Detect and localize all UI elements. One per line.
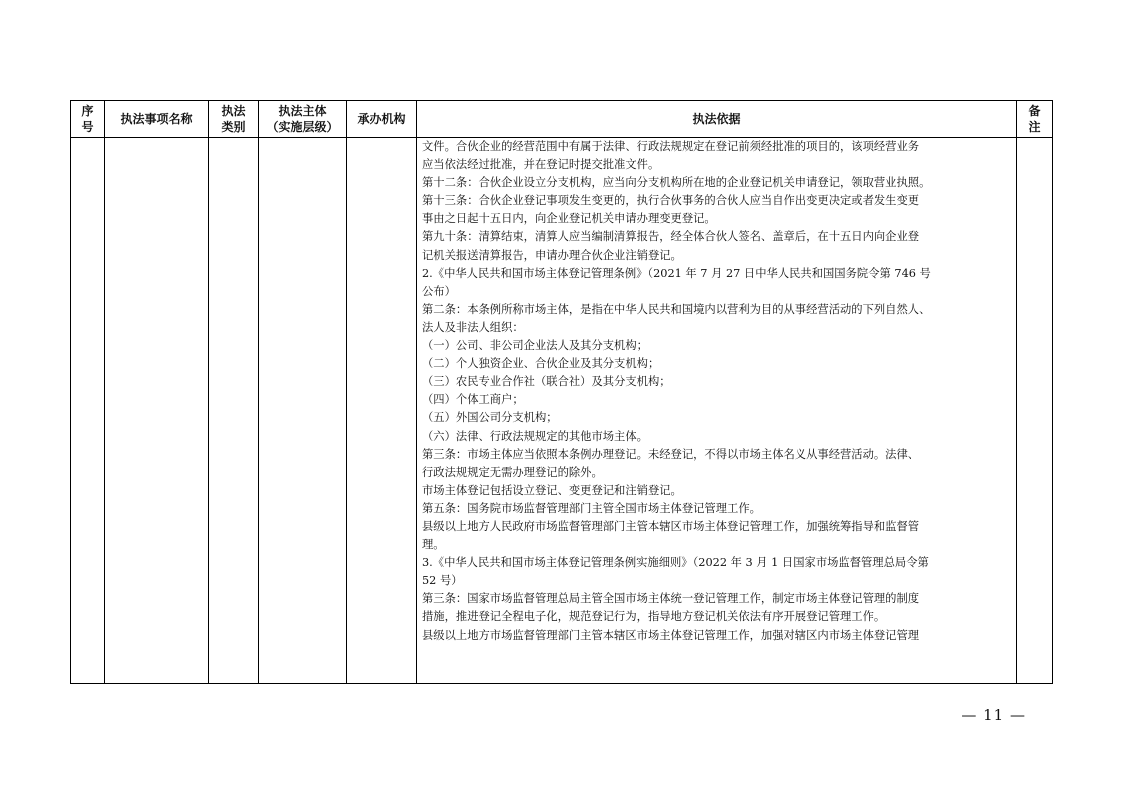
basis-line: 记机关报送清算报告，申请办理合伙企业注销登记。 bbox=[422, 248, 682, 262]
basis-line: 第十二条：合伙企业设立分支机构，应当向分支机构所在地的企业登记机关申请登记，领取营业执照。 bbox=[422, 176, 931, 190]
basis-line: 第三条：市场主体应当依照本条例办理登记。未经登记，不得以市场主体名义从事经营活动。法律、 bbox=[422, 447, 920, 461]
basis-line: 第五条：国务院市场监督管理部门主管全国市场主体登记管理工作。 bbox=[422, 501, 761, 515]
cell-category bbox=[209, 138, 259, 684]
basis-line: 第九十条：清算结束，清算人应当编制清算报告，经全体合伙人签名、盖章后，在十五日内向企业登 bbox=[422, 230, 920, 244]
header-subject: 执法主体 （实施层级） bbox=[259, 101, 347, 138]
basis-line: （六）法律、行政法规规定的其他市场主体。 bbox=[422, 429, 648, 443]
header-agency: 承办机构 bbox=[347, 101, 417, 138]
basis-line: 文件。合伙企业的经营范围中有属于法律、行政法规规定在登记前须经批准的项目的，该项经营业务 bbox=[422, 140, 920, 153]
header-seq: 序 号 bbox=[71, 101, 105, 138]
cell-seq bbox=[71, 138, 105, 684]
basis-line: 县级以上地方市场监督管理部门主管本辖区市场主体登记管理工作，加强对辖区内市场主体登记管理 bbox=[422, 628, 920, 642]
basis-line: 措施，推进登记全程电子化，规范登记行为，指导地方登记机关依法有序开展登记管理工作。 bbox=[422, 610, 886, 624]
basis-line: 理。 bbox=[422, 538, 445, 552]
page-number: — 11 — bbox=[961, 706, 1026, 724]
basis-line: （二）个人独资企业、合伙企业及其分支机构； bbox=[422, 357, 660, 371]
basis-line: 第二条：本条例所称市场主体，是指在中华人民共和国境内以营利为目的从事经营活动的下列自然人、 bbox=[422, 302, 931, 316]
table-header-row bbox=[71, 101, 1053, 138]
cell-subject bbox=[259, 138, 347, 684]
basis-line: 事由之日起十五日内，向企业登记机关申请办理变更登记。 bbox=[422, 212, 716, 226]
header-basis: 执法依据 bbox=[417, 101, 1017, 138]
basis-line: （五）外国公司分支机构； bbox=[422, 411, 558, 425]
basis-line: 3.《中华人民共和国市场主体登记管理条例实施细则》（2022 年 3 月 1 日国家市场监督管理总局令第 bbox=[422, 556, 929, 570]
header-remark: 备 注 bbox=[1017, 101, 1053, 138]
enforcement-basis-table bbox=[70, 100, 1053, 684]
basis-line: 公布） bbox=[422, 284, 456, 298]
basis-line: 第十三条：合伙企业登记事项发生变更的，执行合伙事务的合伙人应当自作出变更决定或者发生变更 bbox=[422, 194, 920, 208]
basis-line: 法人及非法人组织： bbox=[422, 320, 524, 334]
basis-line: 2.《中华人民共和国市场主体登记管理条例》（2021 年 7 月 27 日中华人民共和国国务院令第 746 号 bbox=[422, 266, 931, 280]
cell-remark bbox=[1017, 138, 1053, 684]
cell-item-name bbox=[105, 138, 209, 684]
basis-line: 第三条：国家市场监督管理总局主管全国市场主体统一登记管理工作，制定市场主体登记管理的制度 bbox=[422, 592, 920, 606]
header-item-name: 执法事项名称 bbox=[105, 101, 209, 138]
header-category: 执法 类别 bbox=[209, 101, 259, 138]
basis-line: （四）个体工商户； bbox=[422, 393, 524, 407]
basis-line: （一）公司、非公司企业法人及其分支机构； bbox=[422, 339, 648, 353]
cell-basis bbox=[417, 138, 1017, 684]
basis-line: 52 号） bbox=[422, 574, 463, 588]
basis-line: 行政法规规定无需办理登记的除外。 bbox=[422, 465, 603, 479]
table-row bbox=[71, 138, 1053, 684]
basis-line: （三）农民专业合作社（联合社）及其分支机构； bbox=[422, 375, 671, 389]
basis-line: 应当依法经过批准，并在登记时提交批准文件。 bbox=[422, 158, 660, 172]
basis-line: 市场主体登记包括设立登记、变更登记和注销登记。 bbox=[422, 483, 682, 497]
cell-agency bbox=[347, 138, 417, 684]
basis-line: 县级以上地方人民政府市场监督管理部门主管本辖区市场主体登记管理工作，加强统筹指导和监督管 bbox=[422, 519, 920, 533]
